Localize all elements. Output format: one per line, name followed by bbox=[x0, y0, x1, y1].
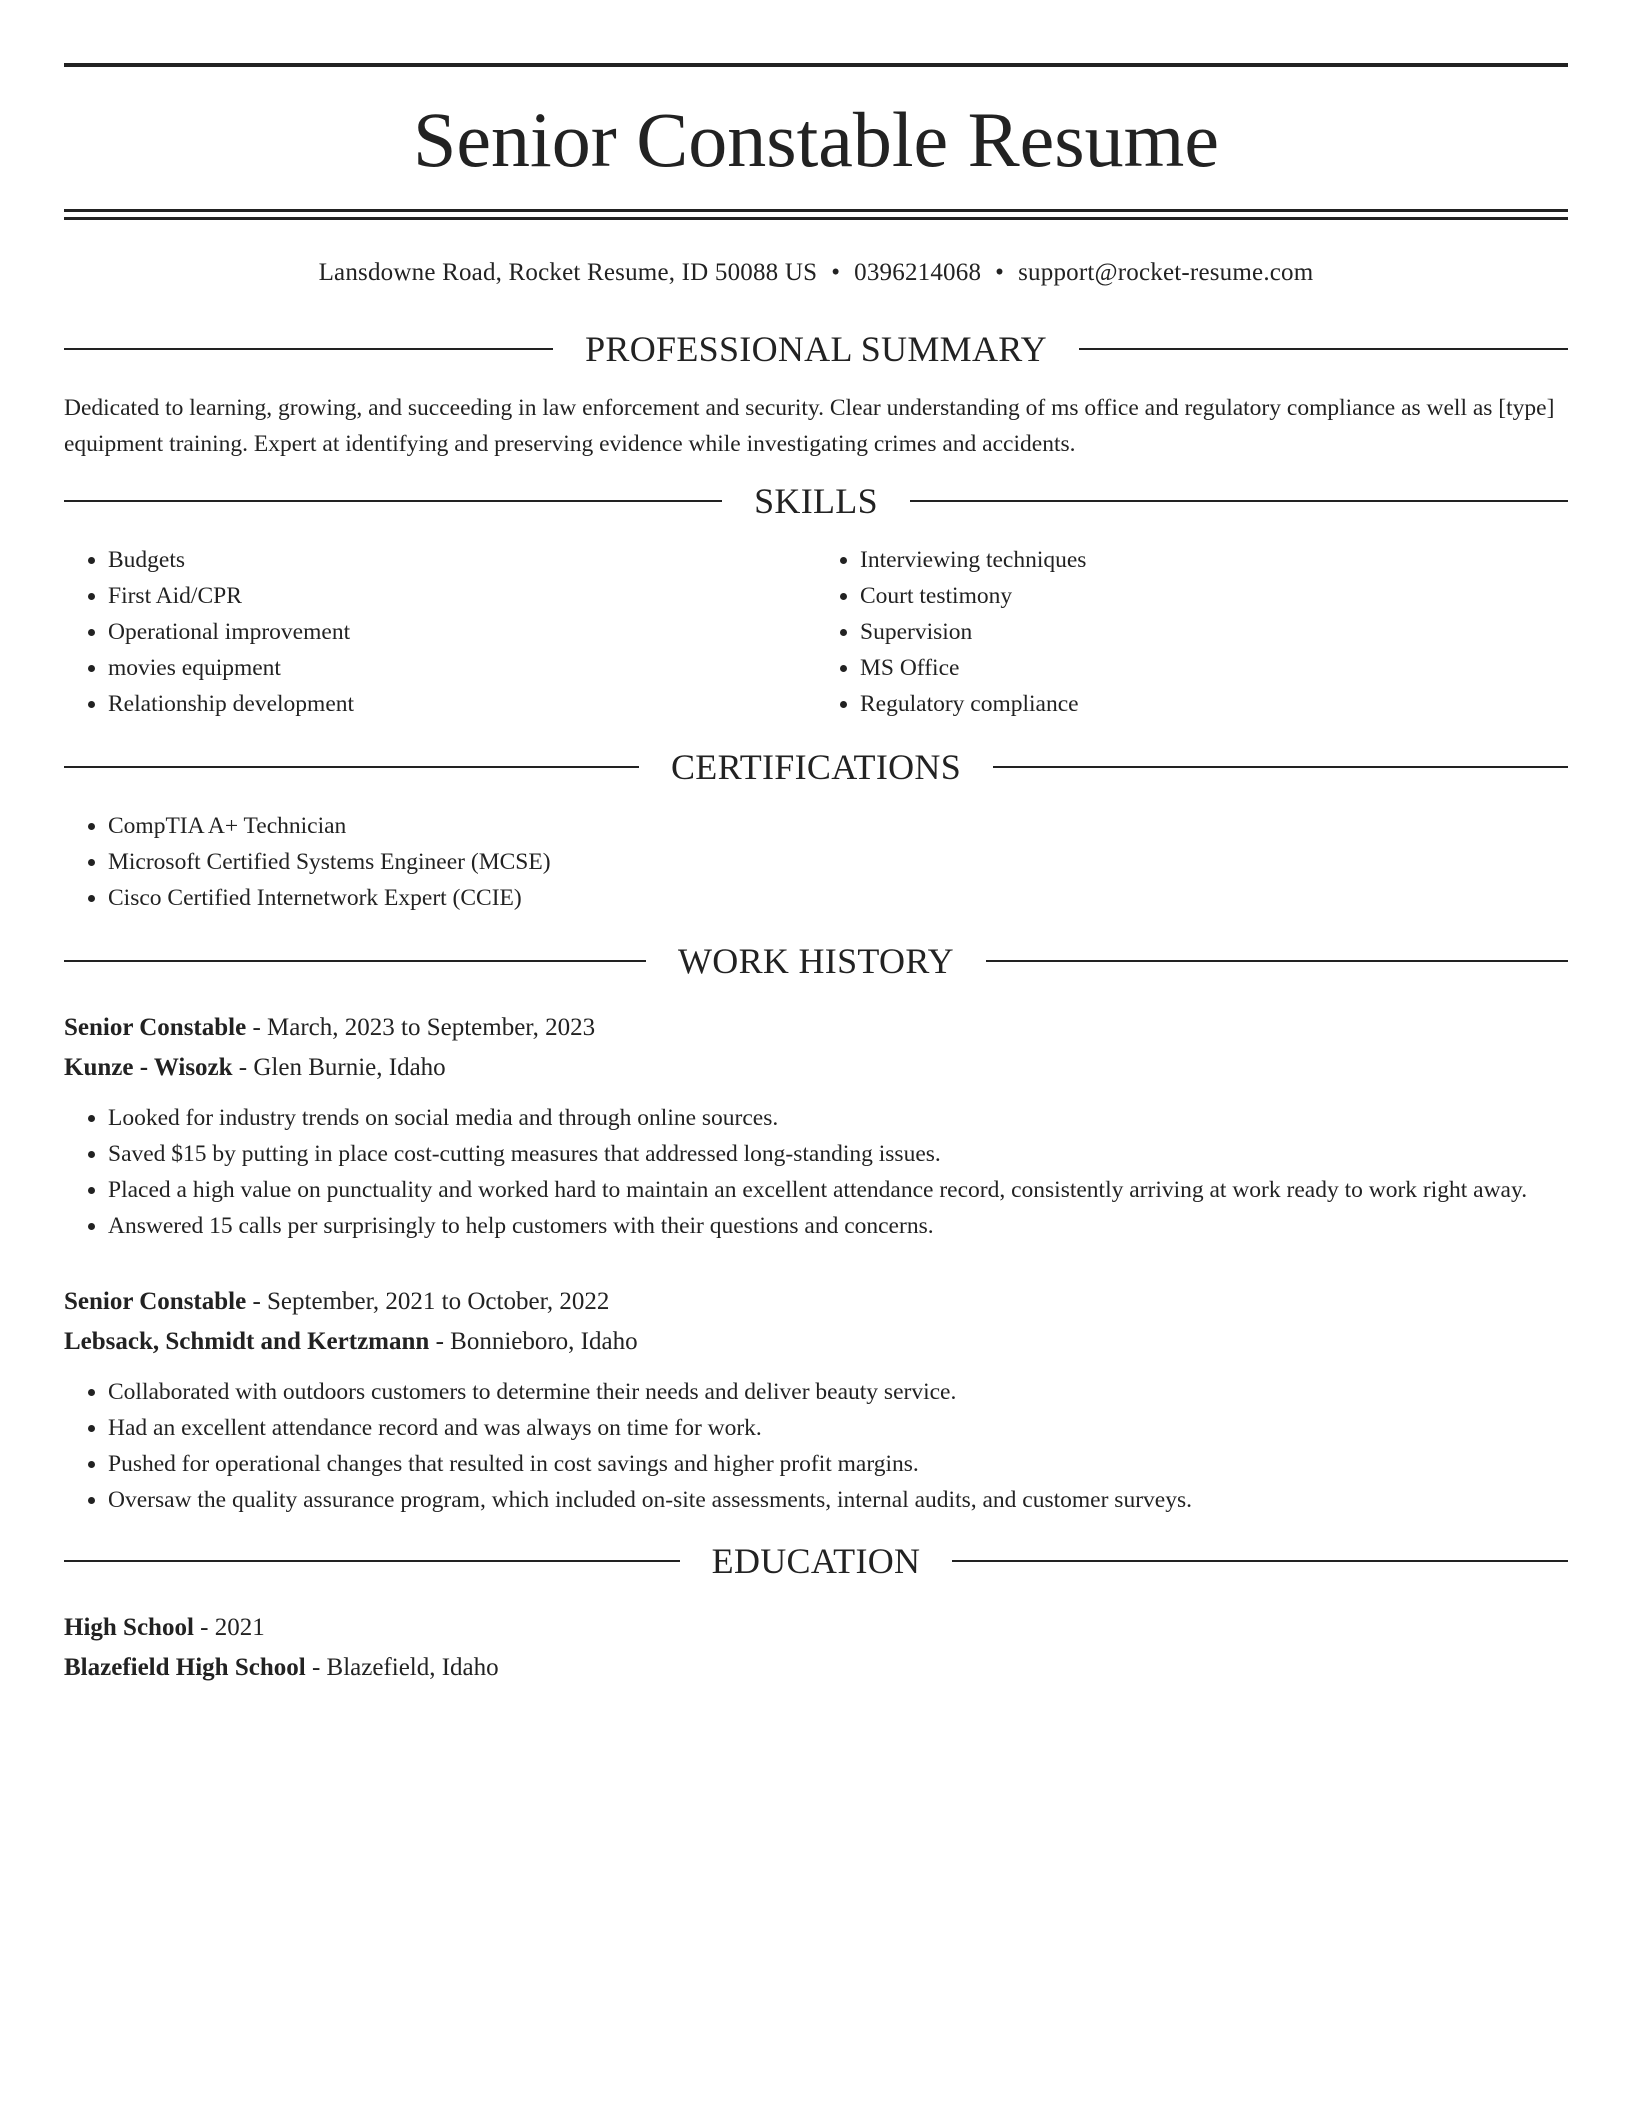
job-duty: • Pushed for operational changes that resulted in cost savings and higher profit margins. bbox=[108, 1446, 1568, 1482]
skill-item: • MS Office bbox=[860, 650, 1568, 686]
heading-rule-left bbox=[64, 960, 646, 962]
skills-heading: SKILLS bbox=[754, 481, 878, 521]
job-dates: - March, 2023 to September, 2023 bbox=[246, 1014, 596, 1041]
job-duty: • Collaborated with outdoors customers to determine their needs and deliver beauty service. bbox=[108, 1374, 1568, 1410]
skill-item: • Regulatory compliance bbox=[860, 686, 1568, 722]
section-heading-skills bbox=[64, 482, 1568, 520]
section-heading-summary bbox=[64, 330, 1568, 368]
heading-rule-right bbox=[910, 500, 1568, 502]
skill-item: • Supervision bbox=[860, 614, 1568, 650]
contact-separator: • bbox=[831, 259, 841, 286]
contact-address: Lansdowne Road, Rocket Resume, ID 50088 US bbox=[318, 259, 818, 286]
heading-rule-right bbox=[986, 960, 1568, 962]
heading-rule-left bbox=[64, 500, 722, 502]
job-duties-list bbox=[64, 1100, 1568, 1244]
job-entry bbox=[64, 1008, 1568, 1244]
job-dates: - September, 2021 to October, 2022 bbox=[246, 1288, 610, 1315]
job-company-line bbox=[64, 1322, 1568, 1362]
education-year: - 2021 bbox=[193, 1614, 265, 1641]
job-duty: • Answered 15 calls per surprisingly to help customers with their questions and concerns. bbox=[108, 1208, 1568, 1244]
education-heading: EDUCATION bbox=[711, 1541, 921, 1581]
work-history-heading: WORK HISTORY bbox=[678, 941, 954, 981]
skill-item: • Budgets bbox=[108, 542, 816, 578]
contact-email: support@rocket-resume.com bbox=[1018, 259, 1314, 286]
certifications-list bbox=[64, 808, 1568, 916]
job-duty: • Oversaw the quality assurance program, which included on-site assessments, internal audits, and customer surveys. bbox=[108, 1482, 1568, 1518]
heading-rule-left bbox=[64, 1560, 680, 1562]
certification-item: • Cisco Certified Internetwork Expert (CCIE) bbox=[108, 880, 1568, 916]
job-company: Lebsack, Schmidt and Kertzmann bbox=[64, 1328, 430, 1355]
heading-rule-right bbox=[993, 766, 1568, 768]
heading-rule-left bbox=[64, 766, 639, 768]
certifications-heading: CERTIFICATIONS bbox=[670, 747, 962, 787]
title-double-rule bbox=[64, 209, 1568, 220]
job-location: - Bonnieboro, Idaho bbox=[429, 1328, 638, 1355]
skill-item: • First Aid/CPR bbox=[108, 578, 816, 614]
education-school: Blazefield High School bbox=[64, 1654, 306, 1681]
job-entry bbox=[64, 1282, 1568, 1518]
skills-list bbox=[64, 542, 1568, 722]
job-duty: • Saved $15 by putting in place cost-cutting measures that addressed long-standing issues. bbox=[108, 1136, 1568, 1172]
job-location: - Glen Burnie, Idaho bbox=[232, 1054, 446, 1081]
job-company-line bbox=[64, 1048, 1568, 1088]
job-duty: • Looked for industry trends on social media and through online sources. bbox=[108, 1100, 1568, 1136]
education-degree-line bbox=[64, 1608, 1568, 1648]
summary-text: Dedicated to learning, growing, and succeeding in law enforcement and security. Clear understanding of ms office and regulatory compliance as well as [type] equipment training. Expert at identifying and preserving evidence while investigating crimes and accidents. bbox=[64, 395, 1555, 457]
contact-line bbox=[64, 256, 1568, 290]
skill-item: • Court testimony bbox=[860, 578, 1568, 614]
job-title: Senior Constable bbox=[64, 1014, 247, 1041]
skill-item: • movies equipment bbox=[108, 650, 816, 686]
job-duties-list bbox=[64, 1374, 1568, 1518]
job-duty: • Had an excellent attendance record and was always on time for work. bbox=[108, 1410, 1568, 1446]
contact-phone: 0396214068 bbox=[854, 259, 982, 286]
education-entry bbox=[64, 1608, 1568, 1688]
heading-rule-left bbox=[64, 348, 553, 350]
page-title: Senior Constable Resume bbox=[413, 96, 1219, 183]
education-degree: High School bbox=[64, 1614, 194, 1641]
skills-column-left bbox=[64, 542, 816, 722]
top-rule bbox=[64, 63, 1568, 67]
education-school-line bbox=[64, 1648, 1568, 1688]
education-location: - Blazefield, Idaho bbox=[305, 1654, 499, 1681]
job-title-line bbox=[64, 1008, 1568, 1048]
job-duty: • Placed a high value on punctuality and worked hard to maintain an excellent attendance record, consistently arriving at work ready to work right away. bbox=[108, 1172, 1568, 1208]
skills-column-right bbox=[816, 542, 1568, 722]
section-heading-certifications bbox=[64, 748, 1568, 786]
job-title-line bbox=[64, 1282, 1568, 1322]
certification-item: • CompTIA A+ Technician bbox=[108, 808, 1568, 844]
contact-separator: • bbox=[995, 259, 1005, 286]
certification-item: • Microsoft Certified Systems Engineer (MCSE) bbox=[108, 844, 1568, 880]
skill-item: • Relationship development bbox=[108, 686, 816, 722]
skill-item: • Interviewing techniques bbox=[860, 542, 1568, 578]
summary-heading: PROFESSIONAL SUMMARY bbox=[585, 329, 1047, 369]
section-heading-work-history bbox=[64, 942, 1568, 980]
heading-rule-right bbox=[952, 1560, 1568, 1562]
job-company: Kunze - Wisozk bbox=[64, 1054, 233, 1081]
heading-rule-right bbox=[1079, 348, 1568, 350]
skill-item: • Operational improvement bbox=[108, 614, 816, 650]
job-title: Senior Constable bbox=[64, 1288, 247, 1315]
section-heading-education bbox=[64, 1542, 1568, 1580]
